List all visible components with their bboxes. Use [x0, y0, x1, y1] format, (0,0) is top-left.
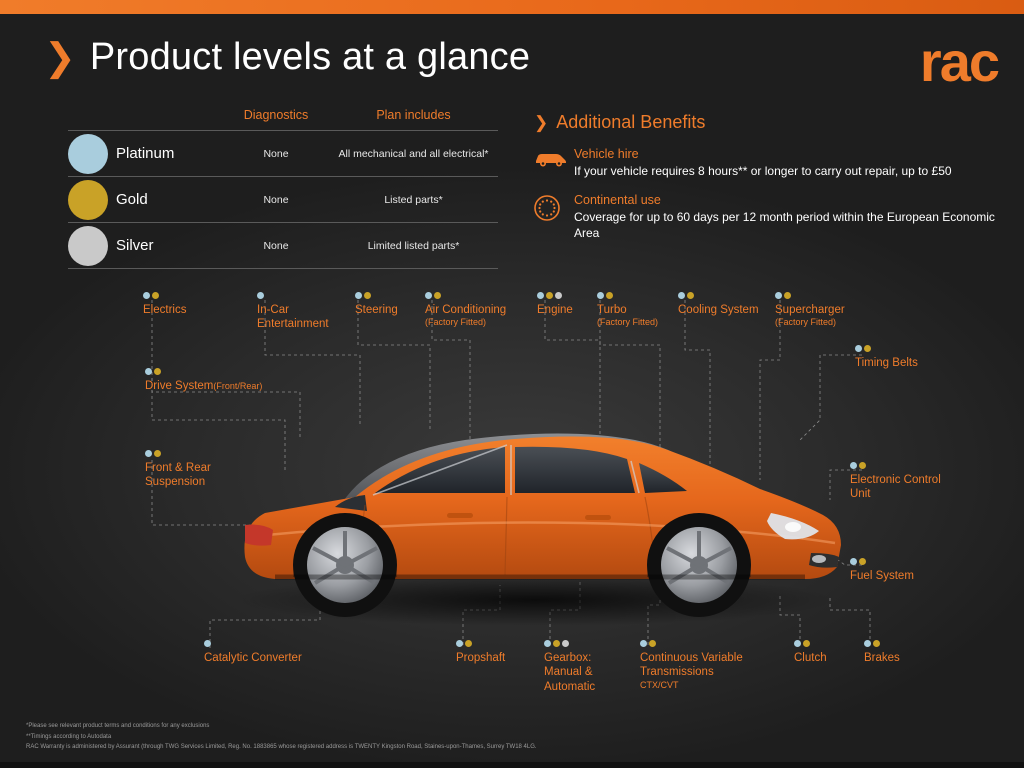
callout-label-line2: Transmissions	[640, 666, 714, 679]
callout-timing-belts	[855, 345, 918, 370]
callout-label: Air Conditioning	[425, 304, 507, 316]
callout-cooling-system	[678, 292, 759, 317]
callout-clutch	[794, 640, 827, 665]
callout-label: Propshaft	[456, 652, 506, 664]
callout-engine	[537, 292, 573, 317]
tier-name: Silver	[116, 237, 154, 254]
callout-electronic-control-unit	[850, 462, 941, 502]
tier-dots	[456, 640, 505, 647]
chevron-icon: ❯	[44, 36, 76, 79]
tier-dots	[145, 450, 211, 457]
chevron-icon: ❯	[534, 113, 549, 132]
dot-gold	[784, 292, 791, 299]
benefit-text: If your vehicle requires 8 hours** or longer to carry out repair, up to £50	[574, 164, 952, 178]
dot-platinum	[425, 292, 432, 299]
dot-platinum	[537, 292, 544, 299]
product-levels-table	[68, 108, 498, 269]
table-row	[68, 130, 498, 176]
dot-gold	[465, 640, 472, 647]
table-row	[68, 176, 498, 222]
tier-dots	[775, 292, 845, 299]
callout-label: Steering	[355, 304, 398, 316]
dot-gold	[864, 345, 871, 352]
callout-sublabel: (Factory Fitted)	[425, 317, 487, 328]
dot-platinum	[143, 292, 150, 299]
car-illustration	[215, 385, 865, 630]
tier-dots	[145, 368, 262, 375]
dot-platinum	[456, 640, 463, 647]
callout-propshaft	[456, 640, 505, 665]
callout-label-line2: Suspension	[145, 476, 206, 489]
callout-supercharger	[775, 292, 845, 329]
dot-silver	[562, 640, 569, 647]
dot-gold	[687, 292, 694, 299]
dot-gold	[606, 292, 613, 299]
tier-dots	[864, 640, 900, 647]
tier-dots	[537, 292, 573, 299]
dot-platinum	[204, 640, 211, 647]
callout-sublabel: (Factory Fitted)	[775, 317, 837, 328]
tier-dots	[143, 292, 186, 299]
callout-label: Supercharger	[775, 304, 845, 316]
benefit-text: Coverage for up to 60 days per 12 month period within the European Economic Area	[574, 210, 995, 241]
tier-name: Platinum	[116, 145, 175, 162]
dot-platinum	[597, 292, 604, 299]
callout-label-line2: Unit	[850, 488, 871, 501]
callout-label: Fuel System	[850, 570, 914, 582]
benefits-header	[534, 112, 1004, 133]
callout-continuous-variable-transmissions	[640, 640, 743, 691]
callout-label: Electronic Control	[850, 474, 941, 486]
dot-gold	[152, 292, 159, 299]
dot-gold	[873, 640, 880, 647]
page-header	[44, 36, 530, 79]
benefit-continental-use	[534, 193, 1004, 241]
swatch-gold	[68, 180, 108, 220]
callout-label-line3: Automatic	[544, 680, 596, 693]
callout-in-car-entertainment	[257, 292, 329, 332]
callout-label: Brakes	[864, 652, 900, 664]
dot-gold	[803, 640, 810, 647]
dot-platinum	[678, 292, 685, 299]
callout-turbo	[597, 292, 658, 329]
callout-label: Turbo	[597, 304, 627, 316]
dot-gold	[649, 640, 656, 647]
dot-platinum	[775, 292, 782, 299]
tier-dots	[425, 292, 506, 299]
table-header-diagnostics: Diagnostics	[243, 108, 309, 122]
callout-drive-system	[145, 368, 262, 393]
bottom-strip	[0, 762, 1024, 768]
callout-gearbox	[544, 640, 595, 694]
dot-gold	[546, 292, 553, 299]
dot-platinum	[855, 345, 862, 352]
callout-label: Catalytic Converter	[204, 652, 302, 664]
callout-label: Clutch	[794, 652, 827, 664]
callout-catalytic-converter	[204, 640, 302, 665]
table-header-row	[68, 108, 498, 130]
dot-platinum	[850, 558, 857, 565]
dot-gold	[434, 292, 441, 299]
dot-platinum	[544, 640, 551, 647]
tier-diagnostics: None	[263, 147, 289, 160]
tier-dots	[355, 292, 398, 299]
table-header-plan-includes: Plan includes	[376, 108, 451, 122]
callout-label: Continuous Variable	[640, 652, 743, 664]
footnote-line-3: RAC Warranty is administered by Assurant (through TWG Services Limited, Reg. No. 1883865 whose registered address is TWENTY Kingston Road, Staines-upon-Thames, Surrey TW18 4LG.	[26, 743, 537, 750]
tier-dots	[855, 345, 918, 352]
dot-gold	[364, 292, 371, 299]
callout-sublabel: CTX/CVT	[640, 679, 679, 690]
callout-label: Engine	[537, 304, 573, 316]
dot-platinum	[640, 640, 647, 647]
callout-air-conditioning	[425, 292, 506, 329]
benefit-heading: Vehicle hire	[574, 147, 639, 161]
callout-label: Drive System	[145, 380, 214, 392]
tier-dots	[257, 292, 329, 299]
top-orange-strip	[0, 0, 1024, 14]
tier-dots	[850, 462, 941, 469]
page-title: Product levels at a glance	[89, 36, 531, 78]
swatch-silver	[68, 226, 108, 266]
additional-benefits-panel	[534, 112, 1004, 242]
table-row	[68, 222, 498, 269]
footnotes	[26, 721, 537, 752]
table-header-swatch	[68, 108, 116, 122]
footnote-line-2: **Timings according to Autodata	[26, 733, 112, 740]
table-header-tier	[116, 108, 221, 122]
dot-platinum	[355, 292, 362, 299]
benefit-body	[574, 147, 1004, 179]
callout-label: Electrics	[143, 304, 187, 316]
callout-brakes	[864, 640, 900, 665]
callout-sublabel: (Front/Rear)	[213, 381, 263, 391]
tier-diagnostics: None	[263, 193, 289, 206]
tier-dots	[544, 640, 595, 647]
callout-label-line2: Entertainment	[257, 318, 329, 331]
dot-silver	[555, 292, 562, 299]
dot-gold	[154, 450, 161, 457]
footnote-line-1: *Please see relevant product terms and conditions for any exclusions	[26, 723, 210, 730]
callout-fuel-system	[850, 558, 914, 583]
tier-dots	[204, 640, 302, 647]
eu-stars-icon	[534, 193, 574, 241]
benefit-body	[574, 193, 1004, 241]
callout-label: Front & Rear	[145, 462, 211, 474]
callout-electrics	[143, 292, 186, 317]
tier-dots	[640, 640, 743, 647]
dot-platinum	[145, 450, 152, 457]
benefit-heading: Continental use	[574, 193, 661, 208]
callout-front-rear-suspension	[145, 450, 211, 490]
callout-label: In-Car	[257, 304, 289, 316]
benefit-vehicle-hire	[534, 147, 1004, 179]
dot-gold	[859, 462, 866, 469]
dot-platinum	[794, 640, 801, 647]
callout-label: Gearbox:	[544, 652, 592, 664]
tier-dots	[678, 292, 759, 299]
dot-gold	[859, 558, 866, 565]
tier-plan-includes: Limited listed parts*	[367, 239, 460, 252]
callout-steering	[355, 292, 398, 317]
dot-platinum	[257, 292, 264, 299]
dot-gold	[553, 640, 560, 647]
tier-dots	[597, 292, 658, 299]
tier-plan-includes: All mechanical and all electrical*	[338, 147, 489, 160]
callout-sublabel: (Factory Fitted)	[597, 317, 659, 328]
tier-plan-includes: Listed parts*	[384, 193, 443, 206]
swatch-platinum	[68, 134, 108, 174]
car-icon	[534, 147, 574, 179]
benefits-title: Additional Benefits	[556, 112, 706, 132]
dot-platinum	[850, 462, 857, 469]
dot-platinum	[864, 640, 871, 647]
callout-label: Cooling System	[678, 304, 759, 316]
callout-label: Timing Belts	[855, 357, 918, 369]
tier-name: Gold	[116, 191, 148, 208]
callout-label-line2: Manual &	[544, 666, 593, 679]
tier-diagnostics: None	[263, 239, 289, 252]
rac-logo: rac	[919, 30, 998, 93]
tier-dots	[850, 558, 914, 565]
dot-gold	[154, 368, 161, 375]
dot-platinum	[145, 368, 152, 375]
tier-dots	[794, 640, 827, 647]
